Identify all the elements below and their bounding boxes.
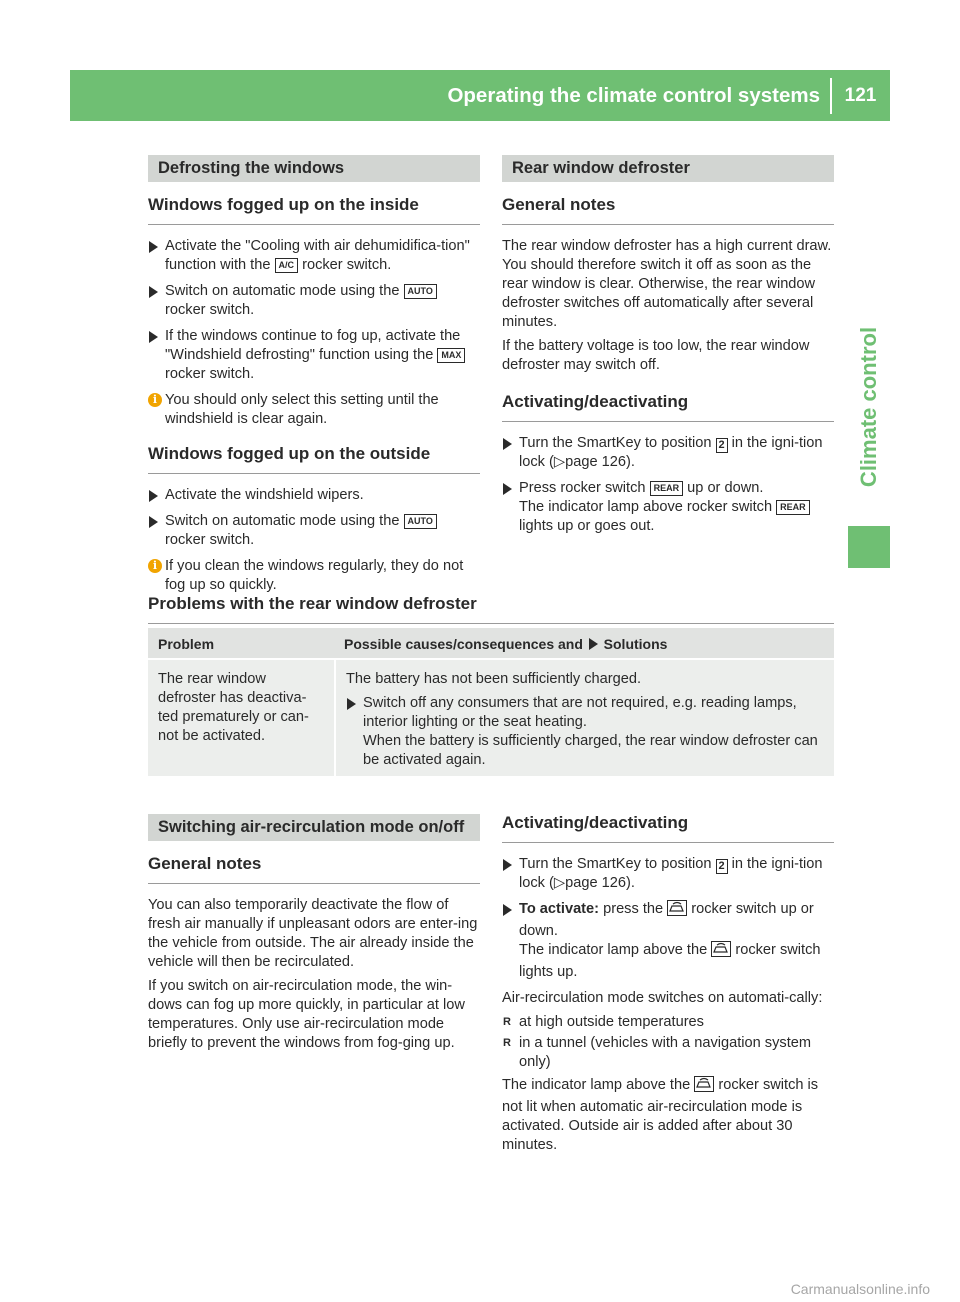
recirc-step-2: To activate: press the rocker switch up or down. The indicator lamp above the rocker switch lights up. [502, 900, 834, 982]
table-header-row [148, 628, 834, 658]
inside-step-1: Activate the "Cooling with air dehumidifica-tion" function with the A/C rocker switch. [148, 237, 480, 275]
recirc-step-1: Turn the SmartKey to position 2 in the igni-tion lock (▷page 126). [502, 855, 834, 893]
rear-activate-heading: Activating/deactivating [502, 391, 834, 422]
rear-paragraph-2: If the battery voltage is too low, the rear window defroster may switch off. [502, 338, 810, 373]
defrost-title: Defrosting the windows [148, 155, 480, 182]
ac-button-icon: A/C [275, 258, 299, 273]
auto-button-icon: AUTO [404, 514, 437, 529]
position-2-icon: 2 [716, 859, 728, 874]
rear-defrost-icon: REAR [650, 481, 684, 496]
recirc-paragraph-2: If you switch on air-recirculation mode, the win-dows can fog up more quickly, in particular at low temperatures. Only use air-recirculation mode briefly to prevent the windows from fog-ging up. [148, 978, 465, 1051]
arrow-icon [589, 638, 598, 650]
recirc-title: Switching air-recirculation mode on/off [148, 814, 480, 841]
recirc-section [148, 814, 480, 1058]
solution-step: Switch off any consumers that are not required, e.g. reading lamps, interior lighting or the seat heating. When the battery is sufficiently charged, the rear window defroster can be activated again. [346, 694, 824, 770]
recirculation-icon [711, 941, 731, 963]
inside-step-2: Switch on automatic mode using the AUTO rocker switch. [148, 282, 480, 320]
chapter-tab-label: Climate control [856, 326, 881, 488]
table-row [148, 660, 834, 776]
table-cell-solution: The battery has not been sufficiently charged. Switch off any consumers that are not required, e.g. reading lamps, interior lighting or the seat heating. When the battery is sufficiently charged, the rear window defroster can be activated again. [334, 660, 834, 776]
outside-step-1: Activate the windshield wipers. [148, 486, 480, 505]
info-icon: i [148, 393, 162, 407]
list-item: R at high outside temperatures [502, 1013, 834, 1032]
table-header-problem: Problem [158, 636, 215, 652]
position-2-icon: 2 [716, 438, 728, 453]
rear-defrost-icon: REAR [776, 500, 810, 515]
rear-general-heading: General notes [502, 194, 834, 225]
rear-paragraph-1: The rear window defroster has a high current draw. You should therefore switch it off as soon as the rear window is clear. Otherwise, the rear window defroster switches off automatically after several minutes. [502, 238, 832, 330]
page-ref-link[interactable]: page 126 [565, 454, 626, 470]
watermark: Carmanualsonline.info [790, 1281, 930, 1297]
outside-step-2: Switch on automatic mode using the AUTO rocker switch. [148, 512, 480, 550]
rear-step-2: Press rocker switch REAR up or down. The indicator lamp above rocker switch REAR lights up or goes out. [502, 479, 834, 536]
rear-step-1: Turn the SmartKey to position 2 in the igni-tion lock (▷page 126). [502, 434, 834, 472]
inside-info: i You should only select this setting until the windshield is clear again. [148, 391, 480, 429]
recirc-lamp-paragraph: The indicator lamp above the rocker switch is not lit when automatic air-recirculation mode is activated. Outside air is added after about 30 minutes. [502, 1077, 819, 1153]
info-icon: i [148, 559, 162, 573]
table-header-solutions: Possible causes/consequences and Solutions [344, 636, 668, 652]
recirculation-icon [694, 1076, 714, 1098]
recirculation-icon [667, 900, 687, 922]
auto-button-icon: AUTO [404, 284, 437, 299]
defrost-section [148, 155, 480, 602]
problems-heading: Problems with the rear window defroster [148, 593, 834, 624]
page-ref-arrow-icon: ▷ [553, 454, 566, 470]
page-title: Operating the climate control systems [447, 84, 820, 107]
page-ref-arrow-icon: ▷ [553, 875, 566, 891]
recirc-general-heading: General notes [148, 853, 480, 884]
rear-title: Rear window defroster [502, 155, 834, 182]
inside-step-3: If the windows continue to fog up, activate the "Windshield defrosting" function using the MAX rocker switch. [148, 327, 480, 384]
list-item: R in a tunnel (vehicles with a navigation system only) [502, 1034, 834, 1072]
problems-table [148, 628, 834, 776]
chapter-tab [848, 300, 890, 515]
recirc-auto-paragraph: Air-recirculation mode switches on automati-cally: [502, 990, 823, 1006]
rear-defrost-section [502, 155, 834, 543]
page-number: 121 [844, 85, 877, 106]
table-cell-problem: The rear window defroster has deactiva-ted prematurely or can-not be activated. [158, 671, 309, 744]
windshield-defrost-icon: MAX [437, 348, 465, 363]
outside-info: i If you clean the windows regularly, they do not fog up so quickly. [148, 557, 480, 595]
recirc-paragraph-1: You can also temporarily deactivate the flow of fresh air manually if unpleasant odors are enter-ing the vehicle from outside. The air already inside the vehicle will then be recirculated. [148, 897, 478, 970]
page-ref-link[interactable]: page 126 [565, 875, 626, 891]
header-divider [830, 78, 832, 114]
recirc-activate-section [502, 812, 834, 1160]
recirc-activate-heading: Activating/deactivating [502, 812, 834, 843]
inside-heading: Windows fogged up on the inside [148, 194, 480, 225]
outside-heading: Windows fogged up on the outside [148, 443, 480, 474]
chapter-marker [848, 526, 890, 568]
